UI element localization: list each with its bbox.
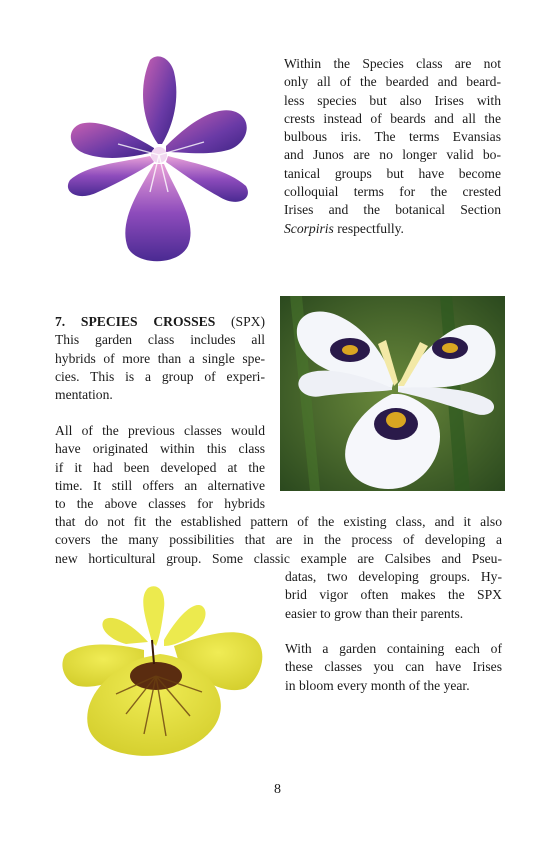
text-line: easier to grow than their parents.	[285, 605, 464, 621]
text-line: datas, two developing groups. Hy-	[285, 569, 502, 584]
section-heading-line	[55, 313, 265, 331]
text-line: bulbous iris. The terms Evansias	[284, 129, 501, 145]
text-line: new horticultural group. Some classic example are Calsibes and Pseu-	[55, 550, 502, 566]
text-line: only all of the bearded and beard-	[284, 74, 501, 90]
text-line: and Junos are no longer valid bo-	[284, 147, 501, 163]
scorpiris-term: Scorpiris	[284, 220, 334, 236]
text-fragment: respectfully.	[333, 220, 404, 236]
section-heading: 7. SPECIES CROSSES	[55, 314, 216, 329]
text-line: cies. This is a group of experi-	[55, 368, 265, 384]
text-line: tanical groups but have become	[284, 165, 501, 181]
text-line: All of the previous classes would	[55, 423, 265, 438]
purple-iris-photo	[58, 52, 258, 267]
text-line: covers the many possibilities that are in the process of developing a	[55, 532, 502, 548]
text-line: these classes you can have Irises	[285, 659, 502, 675]
text-line: have originated within this class	[55, 441, 265, 457]
text-line: brid vigor often makes the SPX	[285, 587, 502, 603]
text-line: hybrids of more than a single spe-	[55, 350, 265, 366]
text-line: With a garden containing each of	[285, 641, 502, 656]
white-iris-photo	[280, 296, 505, 491]
section-7-paragraph	[55, 313, 265, 404]
text-line: This garden class includes all	[55, 332, 265, 348]
text-line: crests instead of beards and all the	[284, 110, 501, 126]
text-line: to the above classes for hybrids	[55, 496, 265, 512]
text-line	[284, 220, 501, 238]
previous-classes-paragraph	[55, 422, 265, 513]
text-line: in bloom every month of the year.	[285, 677, 470, 693]
full-width-text	[55, 513, 502, 568]
text-line: that do not fit the established pattern of the existing class, and it also	[55, 514, 502, 529]
text-line: colloquial terms for the crested	[284, 184, 501, 200]
page-number: 8	[274, 782, 281, 797]
text-line: less species but also Irises with	[284, 92, 501, 108]
text-line: mentation.	[55, 387, 113, 403]
yellow-iris-photo	[56, 584, 268, 760]
garden-paragraph	[285, 640, 502, 695]
calsibes-paragraph	[285, 568, 502, 623]
text-line: Within the Species class are not	[284, 56, 501, 71]
species-class-paragraph	[284, 55, 501, 238]
text-line: if it had been developed at the	[55, 459, 265, 475]
text-line: Irises and the botanical Section	[284, 202, 501, 218]
section-abbr: (SPX)	[215, 314, 265, 329]
text-line: time. It still offers an alternative	[55, 477, 265, 493]
